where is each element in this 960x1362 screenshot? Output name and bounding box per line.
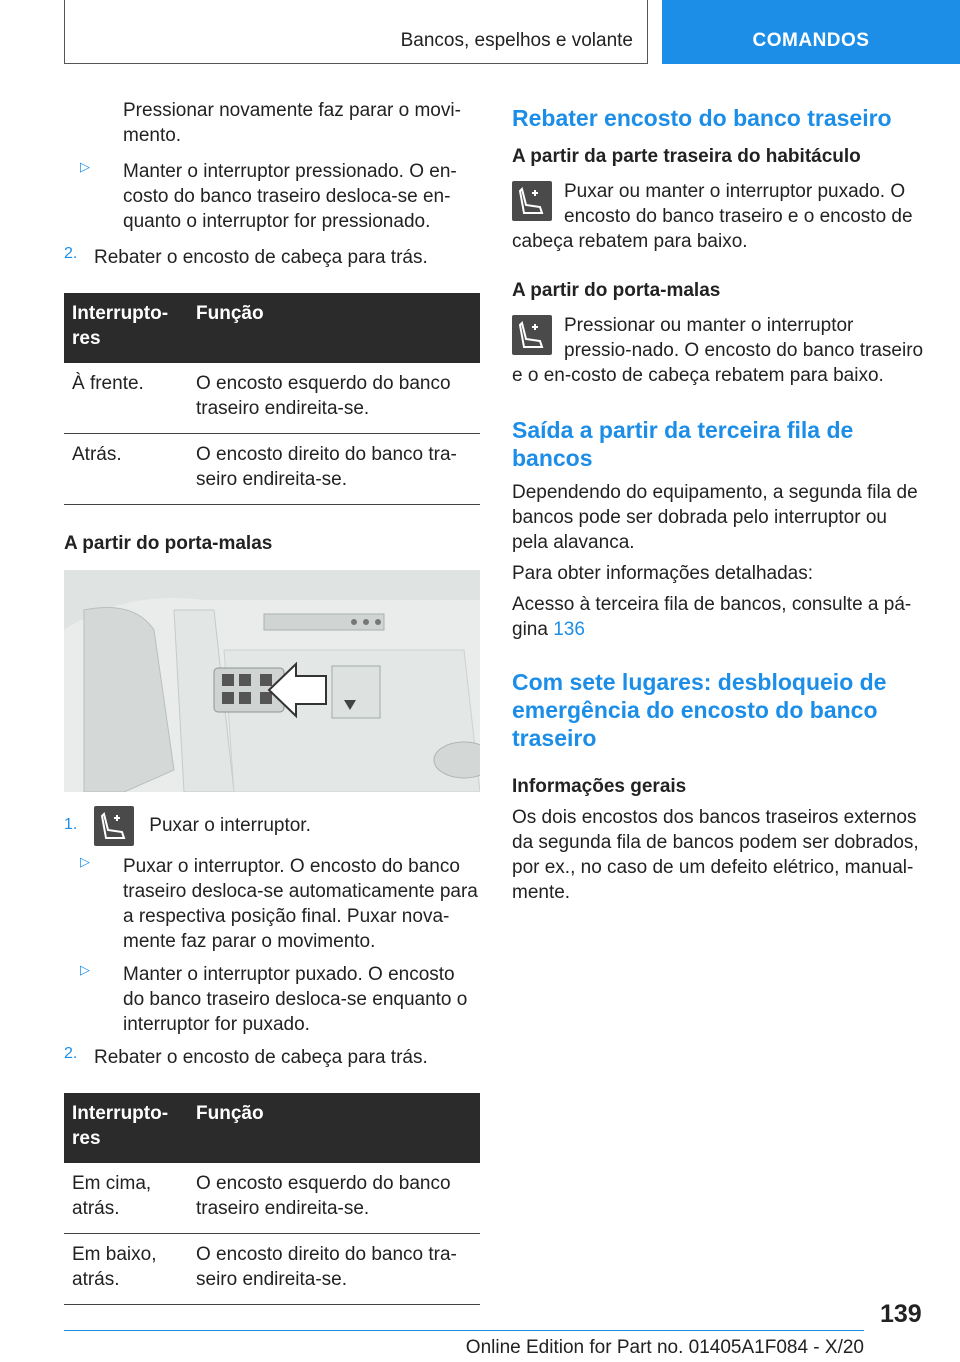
table-cell: À frente. — [64, 363, 188, 434]
list-item — [64, 962, 480, 1037]
table-header-function: Função — [188, 1093, 480, 1163]
table-row — [64, 363, 480, 434]
exit-paragraph-2: Para obter informações detalhadas: — [512, 563, 814, 584]
page-reference-link[interactable]: 136 — [553, 619, 585, 640]
header-section-title: Bancos, espelhos e volante — [400, 30, 633, 51]
table-cell: O encosto esquerdo do banco traseiro endireita-se. — [188, 363, 480, 434]
switch-function-table-2 — [64, 1093, 480, 1305]
table-row — [64, 1163, 480, 1234]
info-text: Os dois encostos dos bancos traseiros externos da segunda fila de bancos podem ser dobrados, por ex., no caso de um defeito elétrico, manual‐mente. — [512, 807, 919, 903]
right-column — [512, 98, 926, 905]
heading-seven-seats: Com sete lugares: desbloqueio de emergência do encosto do banco traseiro — [512, 669, 887, 751]
table-cell: Em baixo, atrás. — [64, 1234, 188, 1305]
switch-function-table-1 — [64, 293, 480, 505]
exit-paragraph-3 — [512, 592, 926, 642]
step-text: Rebater o encosto de cabeça para trás. — [94, 247, 428, 268]
step-item — [64, 806, 480, 846]
bullet-text: Manter o interruptor puxado. O encosto do banco traseiro desloca-se enquanto o interruptor for puxado. — [123, 964, 468, 1035]
step-text: Puxar o interruptor. — [149, 815, 311, 837]
heading-fold-backrest: Rebater encosto do banco traseiro — [512, 105, 892, 131]
seat-switch-icon — [512, 315, 552, 355]
exit-paragraph-1: Dependendo do equipamento, a segunda fila de bancos pode ser dobrada pelo interruptor ou pela alavanca. — [512, 482, 918, 553]
trunk-switch-photo — [64, 570, 480, 792]
step-item — [64, 245, 480, 270]
step-number: 1. — [64, 816, 78, 833]
sub-heading-trunk-right: A partir do porta-malas — [512, 280, 721, 301]
footer-edition: Online Edition for Part no. 01405A1F084 - X/20 — [465, 1337, 864, 1358]
step-text: Rebater o encosto de cabeça para trás. — [94, 1047, 428, 1068]
bullet-triangle-icon: ▷ — [80, 962, 90, 977]
bullet-text: Manter o interruptor pressionado. O en‐costo do banco traseiro desloca-se en‐quanto o interruptor for pressionado. — [123, 161, 457, 232]
heading-exit-third-row: Saída a partir da terceira fila de bancos — [512, 417, 854, 471]
exit-paragraph-3-text: Acesso à terceira fila de bancos, consulte a pá‐gina — [512, 594, 912, 640]
cabin-text: Puxar ou manter o interruptor puxado. O encosto do banco traseiro e o encosto de cabeça rebatem para baixo. — [512, 181, 913, 252]
table-cell: Em cima, atrás. — [64, 1163, 188, 1234]
step-number: 2. — [64, 245, 78, 262]
list-item — [64, 854, 480, 954]
left-column — [64, 98, 480, 1305]
page-number: 139 — [880, 1300, 922, 1328]
trunk-instruction — [512, 313, 926, 388]
table-cell: O encosto direito do banco tra‐seiro endireita-se. — [188, 434, 480, 505]
bullet-triangle-icon: ▷ — [80, 159, 90, 174]
bullet-triangle-icon: ▷ — [80, 854, 90, 869]
step-item — [64, 1045, 480, 1070]
sub-heading-general-info: Informações gerais — [512, 776, 687, 797]
table-cell: O encosto direito do banco tra‐seiro endireita-se. — [188, 1234, 480, 1305]
continued-text: Pressionar novamente faz parar o movi‐mento. — [123, 100, 461, 146]
table-header-switches: Interrupto‐res — [64, 293, 188, 363]
table-cell: Atrás. — [64, 434, 188, 505]
table-header-function: Função — [188, 293, 480, 363]
table-row — [64, 1234, 480, 1305]
header-section-box — [64, 0, 648, 64]
bullet-text: Puxar o interruptor. O encosto do banco traseiro desloca-se automaticamente para a respectiva posição final. Puxar nova‐mente faz parar o movimento. — [123, 856, 478, 952]
header-chapter-label: COMANDOS — [752, 30, 870, 51]
seat-switch-icon — [94, 806, 134, 846]
footer-divider — [64, 1330, 864, 1331]
list-item — [64, 159, 480, 234]
cabin-instruction — [512, 179, 926, 254]
header-chapter-tab[interactable] — [662, 0, 960, 64]
table-header-switches: Interrupto‐res — [64, 1093, 188, 1163]
sub-heading-cabin: A partir da parte traseira do habitáculo — [512, 146, 861, 167]
trunk-text: Pressionar ou manter o interruptor pressio‐nado. O encosto do banco traseiro e o en‐costo de cabeça rebatem para baixo. — [512, 315, 924, 386]
table-row — [64, 434, 480, 505]
sub-heading-trunk: A partir do porta-malas — [64, 533, 273, 554]
step-number: 2. — [64, 1045, 78, 1062]
seat-switch-icon — [512, 181, 552, 221]
table-cell: O encosto esquerdo do banco traseiro endireita-se. — [188, 1163, 480, 1234]
